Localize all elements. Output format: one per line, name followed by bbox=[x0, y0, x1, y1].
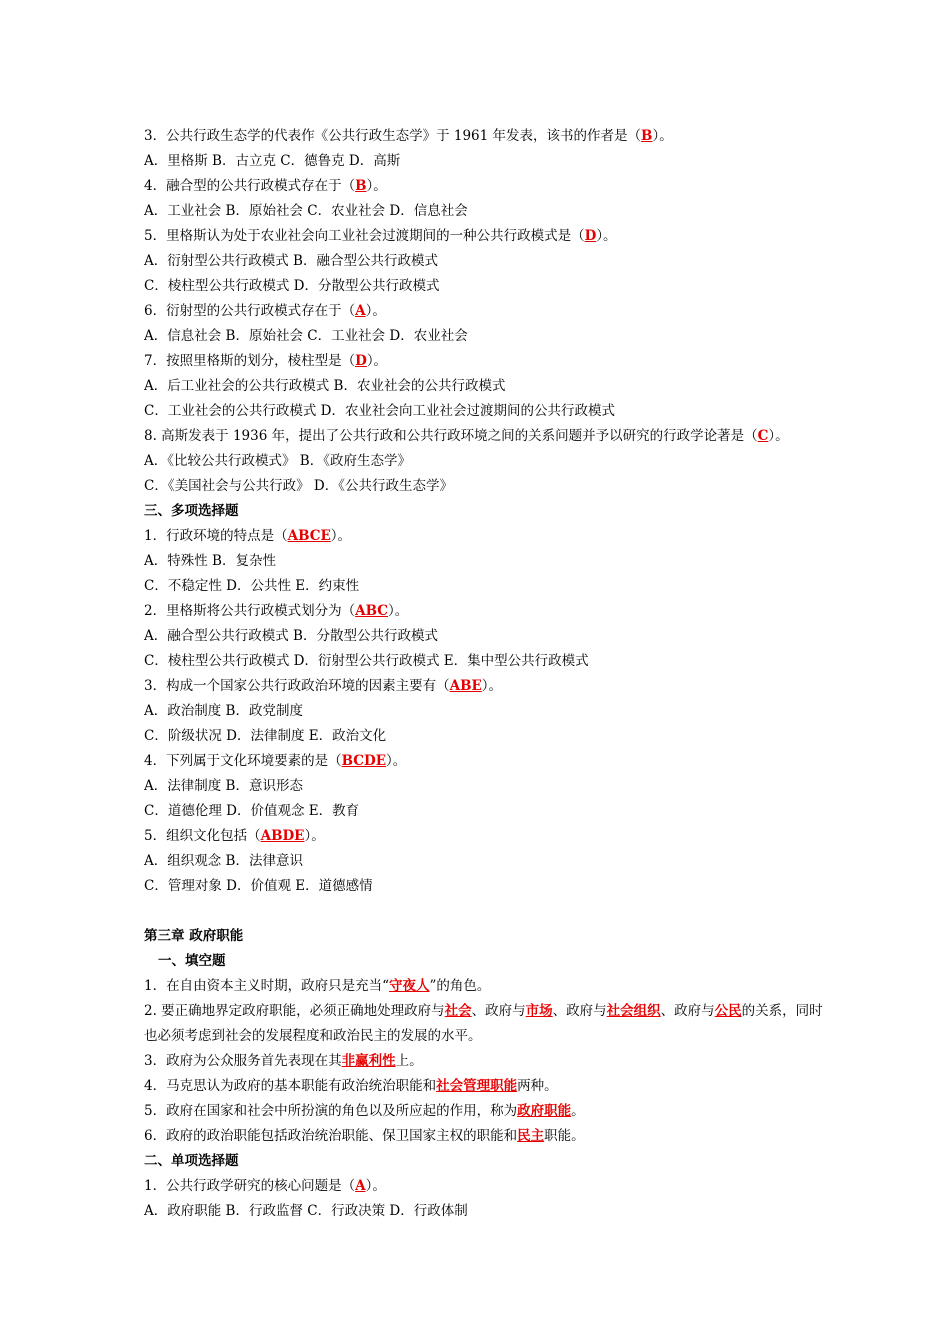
line-text: 4．马克思认为政府的基本职能有政治统治职能和 bbox=[144, 1078, 437, 1094]
section-heading bbox=[144, 499, 824, 524]
line-text: C．《美国社会与公共行政》 D．《公共行政生态学》 bbox=[144, 478, 453, 494]
document-body bbox=[144, 124, 824, 1224]
line-text: C．不稳定性 D．公共性 E．约束性 bbox=[144, 578, 360, 594]
line-text: C．管理对象 D．价值观 E．道德感情 bbox=[144, 878, 373, 894]
answer-text: BCDE bbox=[341, 753, 386, 769]
text-line bbox=[144, 1174, 824, 1199]
text-line bbox=[144, 224, 824, 249]
answer-text: 非赢利性 bbox=[341, 1053, 396, 1069]
text-line bbox=[144, 574, 824, 599]
text-line bbox=[144, 149, 824, 174]
line-text: ）。 bbox=[366, 178, 387, 194]
line-text: ）。 bbox=[596, 228, 617, 244]
line-text: 上。 bbox=[395, 1053, 423, 1069]
line-text: 1．行政环境的特点是（ bbox=[144, 528, 288, 544]
line-text: C．道德伦理 D．价值观念 E．教育 bbox=[144, 803, 360, 819]
text-line bbox=[144, 549, 824, 574]
line-text: C．阶级状况 D．法律制度 E．政治文化 bbox=[144, 728, 387, 744]
text-line bbox=[144, 1199, 824, 1224]
line-text: 、政府与 bbox=[660, 1003, 715, 1019]
answer-text: A bbox=[355, 303, 366, 319]
text-line bbox=[144, 599, 824, 624]
line-text: ）。 bbox=[366, 353, 388, 369]
answer-text: 社会管理职能 bbox=[436, 1078, 518, 1094]
text-line bbox=[144, 624, 824, 649]
text-line bbox=[144, 749, 824, 774]
line-text: A．《比较公共行政模式》 B．《政府生态学》 bbox=[144, 453, 411, 469]
line-text: A．后工业社会的公共行政模式 B．农业社会的公共行政模式 bbox=[144, 378, 506, 394]
text-line bbox=[144, 799, 824, 824]
line-text: A．法律制度 B．意识形态 bbox=[144, 778, 303, 794]
text-line bbox=[144, 649, 824, 674]
line-text: 2．里格斯将公共行政模式划分为（ bbox=[144, 603, 356, 619]
section-heading bbox=[144, 949, 824, 974]
line-text: A．政府职能 B．行政监督 C．行政决策 D．行政体制 bbox=[144, 1203, 468, 1219]
line-text: ）。 bbox=[386, 753, 407, 769]
line-text: 4．融合型的公共行政模式存在于（ bbox=[144, 178, 356, 194]
line-text: A．融合型公共行政模式 B．分散型公共行政模式 bbox=[144, 628, 438, 644]
line-text: 职能。 bbox=[544, 1128, 585, 1144]
answer-text: ABC bbox=[355, 603, 388, 619]
line-text: ）。 bbox=[365, 303, 386, 319]
text-line bbox=[144, 374, 824, 399]
line-text: A．信息社会 B．原始社会 C．工业社会 D．农业社会 bbox=[144, 328, 468, 344]
answer-text: B bbox=[355, 178, 367, 194]
line-text: A．组织观念 B．法律意识 bbox=[144, 853, 303, 869]
section-heading bbox=[144, 1149, 824, 1174]
line-text: 5．里格斯认为处于农业社会向工业社会过渡期间的一种公共行政模式是（ bbox=[144, 228, 585, 244]
line-text: 。 bbox=[571, 1103, 585, 1119]
line-text: 二、单项选择题 bbox=[144, 1153, 239, 1169]
answer-text: C bbox=[757, 428, 769, 444]
answer-text: 社会 bbox=[444, 1003, 472, 1019]
answer-text: 民主 bbox=[517, 1128, 545, 1144]
line-text: A．里格斯 B．古立克 C．德鲁克 D．高斯 bbox=[144, 153, 401, 169]
line-text: 1．在自由资本主义时期，政府只是充当“ bbox=[144, 978, 389, 994]
line-text: A．特殊性 B．复杂性 bbox=[144, 553, 276, 569]
line-text: ）。 bbox=[387, 603, 409, 619]
line-text: A．政治制度 B．政党制度 bbox=[144, 703, 303, 719]
line-text: 5．组织文化包括（ bbox=[144, 828, 261, 844]
line-text: 2. 要正确地界定政府职能，必须正确地处理政府与 bbox=[144, 1003, 445, 1019]
line-text: 7．按照里格斯的划分，棱柱型是（ bbox=[144, 353, 356, 369]
line-text: C．棱柱型公共行政模式 D．衍射型公共行政模式 E．集中型公共行政模式 bbox=[144, 653, 589, 669]
line-text: 3．公共行政生态学的代表作《公共行政生态学》于 1961 年发表，该书的作者是（ bbox=[144, 128, 642, 144]
line-text: 两种。 bbox=[517, 1078, 558, 1094]
answer-text: 守夜人 bbox=[389, 978, 430, 994]
line-text: 、政府与 bbox=[552, 1003, 607, 1019]
line-text: ）。 bbox=[652, 128, 673, 144]
text-line bbox=[144, 1049, 824, 1074]
answer-text: D bbox=[355, 353, 367, 369]
text-line bbox=[144, 1074, 824, 1099]
text-line bbox=[144, 1099, 824, 1124]
line-text: 的关系，同时也必须考虑到社会的发展程度和政治民主的发展的水平。 bbox=[144, 1003, 823, 1044]
line-text: A．衍射型公共行政模式 B．融合型公共行政模式 bbox=[144, 253, 438, 269]
text-line bbox=[144, 849, 824, 874]
line-text: 3．构成一个国家公共行政政治环境的因素主要有（ bbox=[144, 678, 450, 694]
text-line bbox=[144, 274, 824, 299]
text-line bbox=[144, 874, 824, 899]
line-text: 6．政府的政治职能包括政治统治职能、保卫国家主权的职能和 bbox=[144, 1128, 518, 1144]
text-line bbox=[144, 699, 824, 724]
line-text: ”的角色。 bbox=[429, 978, 491, 994]
text-line bbox=[144, 399, 824, 424]
text-line bbox=[144, 1124, 824, 1149]
text-line bbox=[144, 174, 824, 199]
text-line bbox=[144, 124, 824, 149]
text-line bbox=[144, 999, 824, 1049]
text-line bbox=[144, 974, 824, 999]
line-text: ）。 bbox=[304, 828, 325, 844]
answer-text: 政府职能 bbox=[517, 1103, 572, 1119]
line-text: C．工业社会的公共行政模式 D．农业社会向工业社会过渡期间的公共行政模式 bbox=[144, 403, 615, 419]
text-line bbox=[144, 674, 824, 699]
answer-text: D bbox=[584, 228, 597, 244]
line-text: ）。 bbox=[365, 1178, 386, 1194]
text-line bbox=[144, 724, 824, 749]
section-heading bbox=[144, 924, 824, 949]
text-line bbox=[144, 824, 824, 849]
answer-text: ABCE bbox=[287, 528, 331, 544]
line-text: 5．政府在国家和社会中所扮演的角色以及所应起的作用，称为 bbox=[144, 1103, 518, 1119]
text-line bbox=[144, 249, 824, 274]
line-text: 3．政府为公众服务首先表现在其 bbox=[144, 1053, 342, 1069]
answer-text: 公民 bbox=[714, 1003, 742, 1019]
line-text: 1．公共行政学研究的核心问题是（ bbox=[144, 1178, 356, 1194]
line-text: 、政府与 bbox=[471, 1003, 526, 1019]
line-text: ）。 bbox=[330, 528, 352, 544]
text-line bbox=[144, 199, 824, 224]
answer-text: ABDE bbox=[260, 828, 305, 844]
line-text: 6．衍射型的公共行政模式存在于（ bbox=[144, 303, 356, 319]
text-line bbox=[144, 324, 824, 349]
answer-text: A bbox=[355, 1178, 366, 1194]
text-line bbox=[144, 524, 824, 549]
line-text: 第三章 政府职能 bbox=[144, 928, 244, 944]
line-text: ）。 bbox=[481, 678, 503, 694]
text-line bbox=[144, 299, 824, 324]
line-text: 4．下列属于文化环境要素的是（ bbox=[144, 753, 342, 769]
answer-text: 市场 bbox=[525, 1003, 553, 1019]
blank-line bbox=[144, 899, 824, 924]
text-line bbox=[144, 424, 824, 449]
answer-text: 社会组织 bbox=[606, 1003, 661, 1019]
line-text: ）。 bbox=[768, 428, 789, 444]
line-text: 一、填空题 bbox=[158, 953, 226, 969]
line-text: 三、多项选择题 bbox=[144, 503, 239, 519]
text-line bbox=[144, 774, 824, 799]
text-line bbox=[144, 449, 824, 474]
answer-text: B bbox=[641, 128, 653, 144]
line-text: 8. 高斯发表于 1936 年，提出了公共行政和公共行政环境之间的关系问题并予以研究的行政学论著是（ bbox=[144, 428, 758, 444]
answer-text: ABE bbox=[449, 678, 482, 694]
line-text: A．工业社会 B．原始社会 C．农业社会 D．信息社会 bbox=[144, 203, 468, 219]
text-line bbox=[144, 474, 824, 499]
line-text: C．棱柱型公共行政模式 D．分散型公共行政模式 bbox=[144, 278, 440, 294]
text-line bbox=[144, 349, 824, 374]
